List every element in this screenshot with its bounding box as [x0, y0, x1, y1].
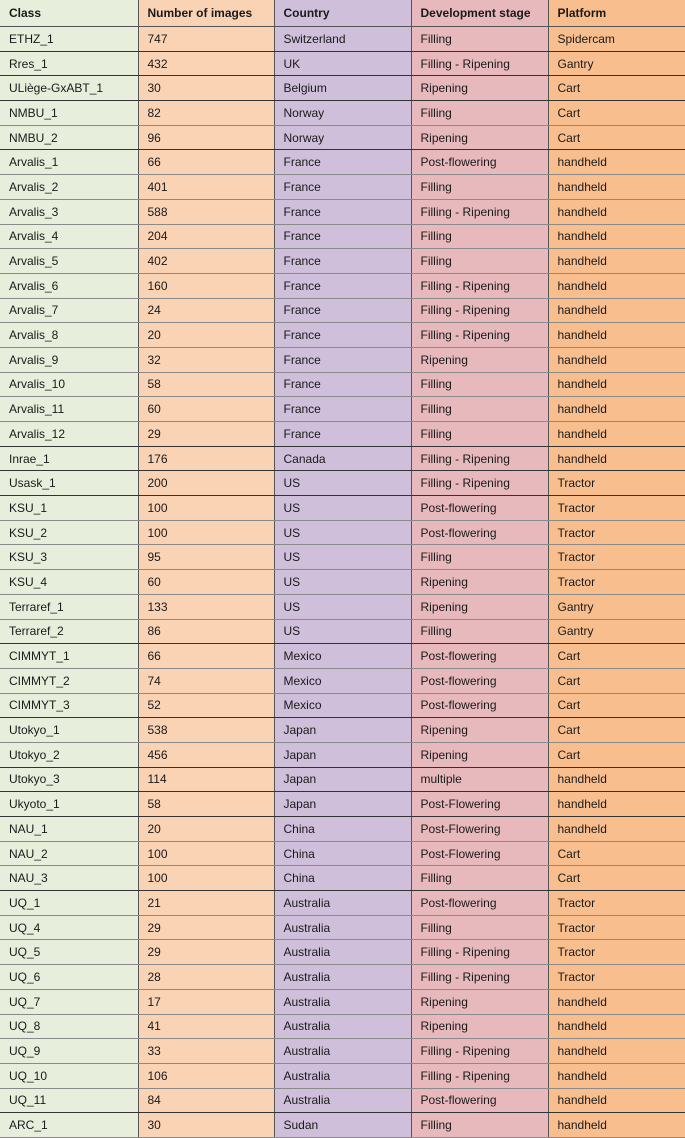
- cell-platform: handheld: [548, 347, 685, 372]
- cell-class: UQ_8: [0, 1014, 138, 1039]
- cell-country: UK: [274, 51, 411, 76]
- cell-development-stage: Ripening: [411, 347, 548, 372]
- cell-number-of-images: 100: [138, 866, 274, 891]
- cell-country: US: [274, 570, 411, 595]
- table-row: [0, 298, 685, 323]
- cell-number-of-images: 133: [138, 594, 274, 619]
- cell-development-stage: Post-flowering: [411, 668, 548, 693]
- cell-number-of-images: 538: [138, 718, 274, 743]
- cell-development-stage: Filling - Ripening: [411, 51, 548, 76]
- header-development-stage: Development stage: [411, 0, 548, 27]
- table-row: [0, 347, 685, 372]
- cell-country: China: [274, 866, 411, 891]
- cell-platform: Tractor: [548, 496, 685, 521]
- cell-platform: Cart: [548, 668, 685, 693]
- cell-development-stage: Filling - Ripening: [411, 199, 548, 224]
- cell-development-stage: Ripening: [411, 125, 548, 150]
- header-number-of-images: Number of images: [138, 0, 274, 27]
- cell-class: KSU_3: [0, 545, 138, 570]
- cell-number-of-images: 58: [138, 792, 274, 817]
- table-row: [0, 101, 685, 126]
- cell-development-stage: Post-flowering: [411, 1088, 548, 1113]
- table-row: [0, 989, 685, 1014]
- table-row: [0, 1039, 685, 1064]
- table-row: [0, 1088, 685, 1113]
- cell-platform: Spidercam: [548, 27, 685, 52]
- cell-class: ULiège-GxABT_1: [0, 76, 138, 101]
- cell-number-of-images: 86: [138, 619, 274, 644]
- table-row: [0, 718, 685, 743]
- cell-number-of-images: 114: [138, 767, 274, 792]
- cell-country: Norway: [274, 125, 411, 150]
- cell-development-stage: Post-Flowering: [411, 841, 548, 866]
- cell-development-stage: Post-Flowering: [411, 792, 548, 817]
- cell-platform: Tractor: [548, 570, 685, 595]
- cell-development-stage: Filling: [411, 422, 548, 447]
- cell-class: Arvalis_10: [0, 372, 138, 397]
- cell-country: Mexico: [274, 693, 411, 718]
- cell-class: NAU_3: [0, 866, 138, 891]
- cell-country: Japan: [274, 742, 411, 767]
- cell-country: France: [274, 199, 411, 224]
- cell-country: Japan: [274, 792, 411, 817]
- cell-class: KSU_4: [0, 570, 138, 595]
- table-row: [0, 644, 685, 669]
- cell-class: UQ_5: [0, 940, 138, 965]
- cell-class: ETHZ_1: [0, 27, 138, 52]
- cell-country: Australia: [274, 1014, 411, 1039]
- cell-country: France: [274, 422, 411, 447]
- cell-number-of-images: 24: [138, 298, 274, 323]
- cell-development-stage: Filling - Ripening: [411, 298, 548, 323]
- cell-class: UQ_1: [0, 891, 138, 916]
- cell-country: France: [274, 298, 411, 323]
- table-row: [0, 1014, 685, 1039]
- cell-number-of-images: 74: [138, 668, 274, 693]
- cell-development-stage: Filling: [411, 397, 548, 422]
- cell-number-of-images: 52: [138, 693, 274, 718]
- cell-country: France: [274, 273, 411, 298]
- cell-class: UQ_7: [0, 989, 138, 1014]
- cell-number-of-images: 106: [138, 1063, 274, 1088]
- cell-class: Arvalis_1: [0, 150, 138, 175]
- cell-class: Arvalis_12: [0, 422, 138, 447]
- table-row: [0, 915, 685, 940]
- table-row: [0, 940, 685, 965]
- cell-platform: Tractor: [548, 471, 685, 496]
- cell-class: Arvalis_4: [0, 224, 138, 249]
- cell-country: Australia: [274, 965, 411, 990]
- cell-platform: Cart: [548, 742, 685, 767]
- cell-development-stage: Post-flowering: [411, 891, 548, 916]
- cell-country: France: [274, 150, 411, 175]
- cell-number-of-images: 29: [138, 940, 274, 965]
- cell-number-of-images: 66: [138, 644, 274, 669]
- cell-country: Belgium: [274, 76, 411, 101]
- table-row: [0, 224, 685, 249]
- table-row: [0, 570, 685, 595]
- cell-number-of-images: 747: [138, 27, 274, 52]
- cell-platform: Cart: [548, 76, 685, 101]
- cell-class: KSU_2: [0, 520, 138, 545]
- cell-class: Inrae_1: [0, 446, 138, 471]
- cell-number-of-images: 100: [138, 520, 274, 545]
- cell-platform: handheld: [548, 1063, 685, 1088]
- table-row: [0, 594, 685, 619]
- cell-platform: handheld: [548, 397, 685, 422]
- cell-class: UQ_6: [0, 965, 138, 990]
- cell-country: Australia: [274, 915, 411, 940]
- cell-number-of-images: 401: [138, 175, 274, 200]
- cell-development-stage: Post-flowering: [411, 150, 548, 175]
- cell-country: Sudan: [274, 1113, 411, 1138]
- cell-class: UQ_11: [0, 1088, 138, 1113]
- cell-country: US: [274, 520, 411, 545]
- cell-development-stage: Filling: [411, 545, 548, 570]
- cell-country: Australia: [274, 1039, 411, 1064]
- cell-number-of-images: 32: [138, 347, 274, 372]
- cell-development-stage: Filling: [411, 175, 548, 200]
- cell-development-stage: Post-Flowering: [411, 817, 548, 842]
- cell-number-of-images: 58: [138, 372, 274, 397]
- table-row: [0, 891, 685, 916]
- cell-development-stage: Filling - Ripening: [411, 323, 548, 348]
- cell-class: Arvalis_3: [0, 199, 138, 224]
- cell-platform: handheld: [548, 199, 685, 224]
- cell-platform: handheld: [548, 1088, 685, 1113]
- cell-number-of-images: 20: [138, 323, 274, 348]
- cell-number-of-images: 160: [138, 273, 274, 298]
- cell-development-stage: Ripening: [411, 76, 548, 101]
- cell-platform: Tractor: [548, 545, 685, 570]
- cell-class: Arvalis_9: [0, 347, 138, 372]
- table-row: [0, 249, 685, 274]
- cell-platform: Tractor: [548, 915, 685, 940]
- cell-country: Australia: [274, 940, 411, 965]
- table-row: [0, 150, 685, 175]
- cell-class: NAU_1: [0, 817, 138, 842]
- cell-platform: handheld: [548, 446, 685, 471]
- cell-number-of-images: 100: [138, 496, 274, 521]
- table-row: [0, 27, 685, 52]
- cell-country: Canada: [274, 446, 411, 471]
- cell-class: Utokyo_3: [0, 767, 138, 792]
- cell-platform: Cart: [548, 718, 685, 743]
- cell-country: France: [274, 175, 411, 200]
- table-row: [0, 866, 685, 891]
- cell-number-of-images: 29: [138, 422, 274, 447]
- cell-platform: Cart: [548, 101, 685, 126]
- cell-country: China: [274, 841, 411, 866]
- cell-development-stage: Filling: [411, 224, 548, 249]
- cell-class: Terraref_2: [0, 619, 138, 644]
- cell-class: ARC_1: [0, 1113, 138, 1138]
- cell-class: KSU_1: [0, 496, 138, 521]
- cell-development-stage: Ripening: [411, 718, 548, 743]
- cell-class: Arvalis_7: [0, 298, 138, 323]
- cell-class: CIMMYT_2: [0, 668, 138, 693]
- cell-platform: Tractor: [548, 891, 685, 916]
- cell-country: Japan: [274, 767, 411, 792]
- table-row: [0, 397, 685, 422]
- header-platform: Platform: [548, 0, 685, 27]
- cell-class: Arvalis_8: [0, 323, 138, 348]
- cell-development-stage: Filling - Ripening: [411, 940, 548, 965]
- cell-development-stage: Filling: [411, 866, 548, 891]
- cell-country: Australia: [274, 1088, 411, 1113]
- cell-development-stage: Filling - Ripening: [411, 471, 548, 496]
- cell-development-stage: Post-flowering: [411, 520, 548, 545]
- cell-development-stage: Filling - Ripening: [411, 446, 548, 471]
- cell-development-stage: Filling - Ripening: [411, 273, 548, 298]
- table-row: [0, 1113, 685, 1138]
- cell-development-stage: Post-flowering: [411, 644, 548, 669]
- cell-number-of-images: 200: [138, 471, 274, 496]
- cell-platform: handheld: [548, 249, 685, 274]
- cell-country: France: [274, 372, 411, 397]
- cell-class: Utokyo_1: [0, 718, 138, 743]
- cell-class: Arvalis_6: [0, 273, 138, 298]
- cell-platform: handheld: [548, 224, 685, 249]
- cell-platform: handheld: [548, 989, 685, 1014]
- cell-country: Norway: [274, 101, 411, 126]
- cell-country: Switzerland: [274, 27, 411, 52]
- table-row: [0, 372, 685, 397]
- cell-class: Arvalis_2: [0, 175, 138, 200]
- table-row: [0, 520, 685, 545]
- cell-number-of-images: 82: [138, 101, 274, 126]
- cell-country: France: [274, 249, 411, 274]
- cell-class: Arvalis_11: [0, 397, 138, 422]
- cell-number-of-images: 17: [138, 989, 274, 1014]
- cell-number-of-images: 33: [138, 1039, 274, 1064]
- cell-class: NMBU_2: [0, 125, 138, 150]
- cell-development-stage: Filling: [411, 101, 548, 126]
- table-row: [0, 841, 685, 866]
- table-row: [0, 199, 685, 224]
- cell-platform: handheld: [548, 273, 685, 298]
- cell-development-stage: Filling: [411, 619, 548, 644]
- cell-country: France: [274, 323, 411, 348]
- cell-platform: handheld: [548, 175, 685, 200]
- cell-country: Mexico: [274, 668, 411, 693]
- cell-platform: Tractor: [548, 520, 685, 545]
- cell-platform: handheld: [548, 1014, 685, 1039]
- cell-number-of-images: 95: [138, 545, 274, 570]
- cell-country: US: [274, 619, 411, 644]
- cell-development-stage: Ripening: [411, 742, 548, 767]
- cell-platform: Cart: [548, 866, 685, 891]
- table-row: [0, 175, 685, 200]
- cell-country: France: [274, 224, 411, 249]
- cell-class: UQ_9: [0, 1039, 138, 1064]
- cell-number-of-images: 176: [138, 446, 274, 471]
- cell-development-stage: Filling - Ripening: [411, 1063, 548, 1088]
- cell-class: Ukyoto_1: [0, 792, 138, 817]
- cell-development-stage: Ripening: [411, 570, 548, 595]
- cell-class: CIMMYT_1: [0, 644, 138, 669]
- table-row: [0, 471, 685, 496]
- cell-class: NAU_2: [0, 841, 138, 866]
- cell-country: France: [274, 397, 411, 422]
- cell-number-of-images: 66: [138, 150, 274, 175]
- cell-number-of-images: 21: [138, 891, 274, 916]
- cell-class: Terraref_1: [0, 594, 138, 619]
- cell-number-of-images: 588: [138, 199, 274, 224]
- cell-platform: handheld: [548, 323, 685, 348]
- table-row: [0, 965, 685, 990]
- table-body: [0, 27, 685, 1138]
- cell-development-stage: Post-flowering: [411, 496, 548, 521]
- cell-country: US: [274, 594, 411, 619]
- header-class: Class: [0, 0, 138, 27]
- header-row: [0, 0, 685, 27]
- cell-country: China: [274, 817, 411, 842]
- cell-country: Mexico: [274, 644, 411, 669]
- cell-number-of-images: 432: [138, 51, 274, 76]
- cell-platform: Gantry: [548, 594, 685, 619]
- cell-platform: handheld: [548, 792, 685, 817]
- cell-number-of-images: 41: [138, 1014, 274, 1039]
- table-row: [0, 792, 685, 817]
- table-row: [0, 1063, 685, 1088]
- table-row: [0, 545, 685, 570]
- cell-number-of-images: 204: [138, 224, 274, 249]
- cell-number-of-images: 30: [138, 1113, 274, 1138]
- cell-country: Australia: [274, 989, 411, 1014]
- cell-platform: Cart: [548, 125, 685, 150]
- cell-platform: Gantry: [548, 51, 685, 76]
- cell-country: Japan: [274, 718, 411, 743]
- cell-platform: handheld: [548, 372, 685, 397]
- cell-number-of-images: 60: [138, 570, 274, 595]
- cell-platform: handheld: [548, 1113, 685, 1138]
- cell-class: UQ_10: [0, 1063, 138, 1088]
- cell-development-stage: Ripening: [411, 594, 548, 619]
- cell-number-of-images: 456: [138, 742, 274, 767]
- cell-number-of-images: 30: [138, 76, 274, 101]
- cell-country: Australia: [274, 891, 411, 916]
- cell-class: Arvalis_5: [0, 249, 138, 274]
- cell-number-of-images: 96: [138, 125, 274, 150]
- cell-platform: Gantry: [548, 619, 685, 644]
- cell-number-of-images: 29: [138, 915, 274, 940]
- cell-development-stage: Ripening: [411, 1014, 548, 1039]
- cell-development-stage: Filling - Ripening: [411, 965, 548, 990]
- cell-country: Australia: [274, 1063, 411, 1088]
- cell-platform: Tractor: [548, 965, 685, 990]
- table-row: [0, 742, 685, 767]
- cell-country: US: [274, 496, 411, 521]
- cell-development-stage: Filling: [411, 27, 548, 52]
- table-row: [0, 767, 685, 792]
- table-row: [0, 323, 685, 348]
- cell-development-stage: Post-flowering: [411, 693, 548, 718]
- cell-platform: handheld: [548, 422, 685, 447]
- cell-class: Usask_1: [0, 471, 138, 496]
- cell-number-of-images: 20: [138, 817, 274, 842]
- table-row: [0, 817, 685, 842]
- table-row: [0, 76, 685, 101]
- cell-class: Rres_1: [0, 51, 138, 76]
- cell-platform: handheld: [548, 298, 685, 323]
- cell-development-stage: Filling: [411, 1113, 548, 1138]
- cell-number-of-images: 402: [138, 249, 274, 274]
- table-row: [0, 619, 685, 644]
- cell-development-stage: Filling: [411, 915, 548, 940]
- cell-platform: handheld: [548, 767, 685, 792]
- cell-platform: Tractor: [548, 940, 685, 965]
- cell-number-of-images: 60: [138, 397, 274, 422]
- table-row: [0, 51, 685, 76]
- table-row: [0, 496, 685, 521]
- table-row: [0, 446, 685, 471]
- cell-development-stage: Filling: [411, 372, 548, 397]
- table-row: [0, 422, 685, 447]
- table-row: [0, 273, 685, 298]
- cell-number-of-images: 84: [138, 1088, 274, 1113]
- cell-platform: Cart: [548, 644, 685, 669]
- cell-class: UQ_4: [0, 915, 138, 940]
- cell-country: US: [274, 545, 411, 570]
- cell-country: US: [274, 471, 411, 496]
- cell-platform: Cart: [548, 841, 685, 866]
- cell-country: France: [274, 347, 411, 372]
- table-row: [0, 668, 685, 693]
- cell-development-stage: Ripening: [411, 989, 548, 1014]
- cell-platform: handheld: [548, 817, 685, 842]
- table-row: [0, 693, 685, 718]
- cell-class: CIMMYT_3: [0, 693, 138, 718]
- cell-development-stage: Filling - Ripening: [411, 1039, 548, 1064]
- cell-development-stage: Filling: [411, 249, 548, 274]
- table-row: [0, 125, 685, 150]
- cell-development-stage: multiple: [411, 767, 548, 792]
- cell-class: Utokyo_2: [0, 742, 138, 767]
- cell-platform: handheld: [548, 1039, 685, 1064]
- cell-platform: handheld: [548, 150, 685, 175]
- cell-class: NMBU_1: [0, 101, 138, 126]
- cell-number-of-images: 28: [138, 965, 274, 990]
- cell-number-of-images: 100: [138, 841, 274, 866]
- cell-platform: Cart: [548, 693, 685, 718]
- header-country: Country: [274, 0, 411, 27]
